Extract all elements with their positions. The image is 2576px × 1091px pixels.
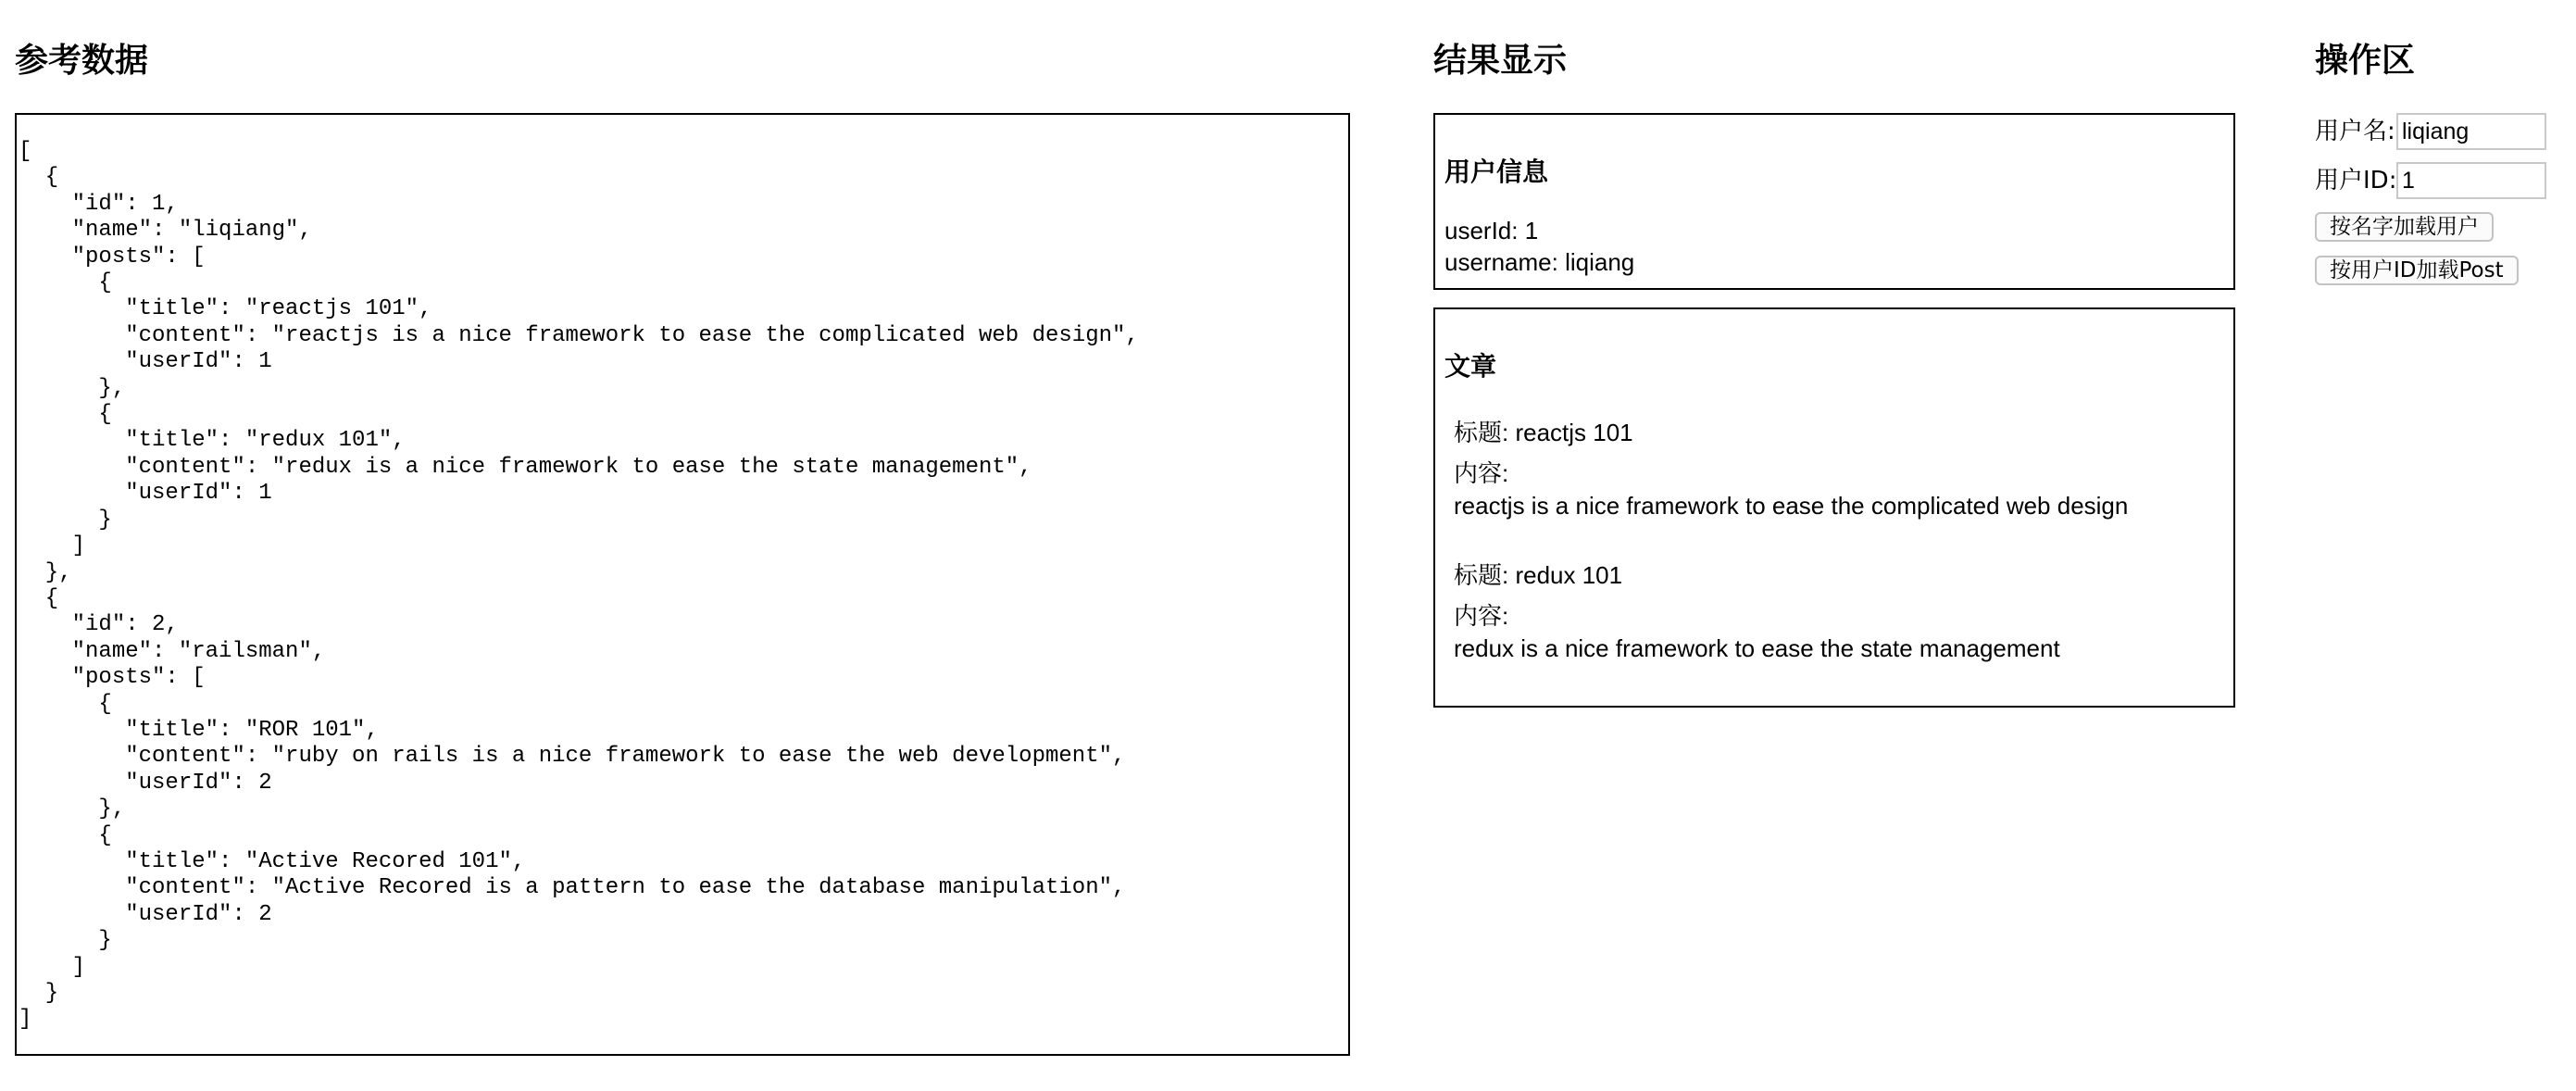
posts-panel <box>1433 307 2235 708</box>
post-content-label: 内容: <box>1454 459 1509 487</box>
reference-title: 参考数据 <box>15 42 149 80</box>
userid-label: 用户ID: <box>2315 167 2397 194</box>
reference-json-box <box>15 113 1350 1056</box>
post-content: reactjs is a nice framework to ease the complicated web design <box>1454 492 2129 520</box>
user-id-line: userId: 1 <box>1444 217 1539 245</box>
user-info-panel <box>1433 113 2235 290</box>
controls-title: 操作区 <box>2315 42 2416 80</box>
posts-heading: 文章 <box>1444 351 1497 382</box>
post-content-label: 内容: <box>1454 602 1509 630</box>
username-label: 用户名: <box>2315 118 2395 145</box>
post-content: redux is a nice framework to ease the state management <box>1454 634 2060 662</box>
reference-json-text: [ { "id": 1, "name": "liqiang", "posts": [ { "title": "reactjs 101", "content": "reactjs is a nice framework to ease the complicated web design", "userId": 1 }, { "title": "redux 101", "content": "redux is a nice framework to ease the state management", "userId": 1 } ] }, { "id": 2, "name": "railsman", "posts": [ { "title": "ROR 101", "content": "ruby on rails is a nice framework to ease the web development", "userId": 2 }, { "title": "Active Recored 101", "content": "Active Recored is a pattern to ease the database manipulation", "userId": 2 } ] } ] <box>19 139 1139 1033</box>
result-title: 结果显示 <box>1433 42 1568 80</box>
post-title: 标题: redux 101 <box>1454 561 1623 589</box>
load-posts-by-userid-button[interactable]: 按用户ID加载Post <box>2315 256 2519 285</box>
user-info-heading: 用户信息 <box>1444 157 1549 187</box>
username-line: username: liqiang <box>1444 248 1635 276</box>
username-input[interactable] <box>2396 113 2546 150</box>
userid-input[interactable] <box>2396 162 2546 199</box>
load-user-by-name-button[interactable]: 按名字加载用户 <box>2315 212 2494 242</box>
post-title: 标题: reactjs 101 <box>1454 419 1633 446</box>
